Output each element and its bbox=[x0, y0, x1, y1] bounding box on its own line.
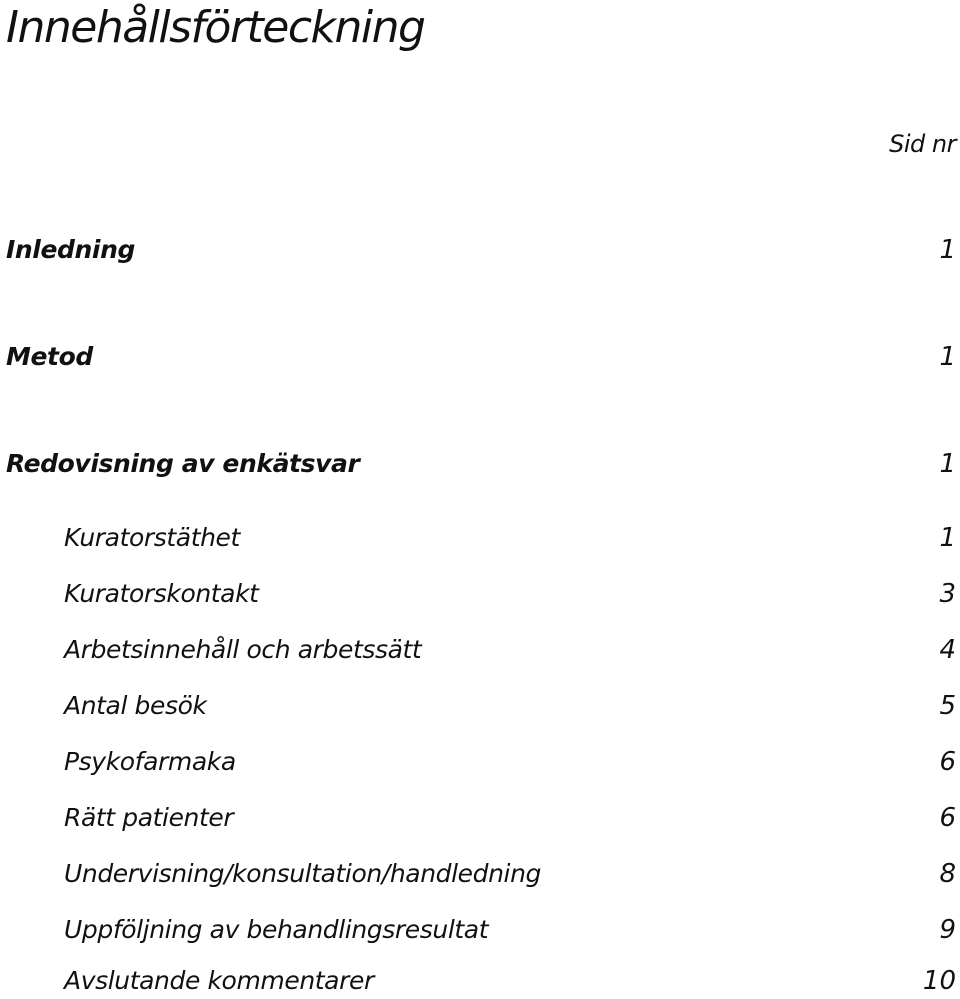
toc-entry-label: Redovisning av enkätsvar bbox=[6, 449, 360, 478]
toc-subentry-label: Kuratorstäthet bbox=[64, 523, 240, 552]
toc-subentry[interactable] bbox=[0, 856, 960, 892]
toc-subentry[interactable] bbox=[0, 688, 960, 724]
toc-subentry-label: Arbetsinnehåll och arbetssätt bbox=[64, 635, 422, 664]
toc-subentry-page: 1 bbox=[939, 523, 956, 553]
toc-entry-page: 1 bbox=[939, 235, 956, 265]
page-number-column-header: Sid nr bbox=[889, 130, 956, 158]
toc-subentry-page: 6 bbox=[939, 747, 956, 777]
toc-subentry-label: Kuratorskontakt bbox=[64, 579, 259, 608]
toc-subentry[interactable] bbox=[0, 520, 960, 556]
toc-entry-page: 1 bbox=[939, 342, 956, 372]
toc-subentry[interactable] bbox=[0, 800, 960, 836]
toc-subentry-label: Avslutande kommentarer bbox=[64, 966, 374, 995]
toc-entry-page: 1 bbox=[939, 449, 956, 479]
toc-subentry-label: Psykofarmaka bbox=[64, 747, 236, 776]
toc-subentry[interactable] bbox=[0, 744, 960, 780]
toc-subentry-page: 9 bbox=[939, 915, 956, 945]
toc-subentry[interactable] bbox=[0, 912, 960, 948]
toc-entry-label: Metod bbox=[6, 342, 93, 371]
toc-subentry-page: 10 bbox=[922, 966, 956, 996]
toc-subentry-label: Undervisning/konsultation/handledning bbox=[64, 859, 542, 888]
toc-subentry-page: 3 bbox=[939, 579, 956, 609]
toc-subentry-label: Uppföljning av behandlingsresultat bbox=[64, 915, 489, 944]
toc-entry-label: Inledning bbox=[6, 235, 135, 264]
toc-subentry-label: Antal besök bbox=[64, 691, 207, 720]
toc-subentry-page: 6 bbox=[939, 803, 956, 833]
toc-subentry[interactable] bbox=[0, 963, 960, 999]
toc-entry-redovisning[interactable] bbox=[0, 446, 960, 482]
toc-subentry-page: 5 bbox=[939, 691, 956, 721]
toc-subentry[interactable] bbox=[0, 576, 960, 612]
toc-entry-inledning[interactable] bbox=[0, 232, 960, 268]
toc-subentry-page: 4 bbox=[939, 635, 956, 665]
page-title: Innehållsförteckning bbox=[6, 2, 425, 53]
toc-subentry-page: 8 bbox=[939, 859, 956, 889]
toc-subentry[interactable] bbox=[0, 632, 960, 668]
toc-entry-metod[interactable] bbox=[0, 339, 960, 375]
toc-subentry-label: Rätt patienter bbox=[64, 803, 234, 832]
